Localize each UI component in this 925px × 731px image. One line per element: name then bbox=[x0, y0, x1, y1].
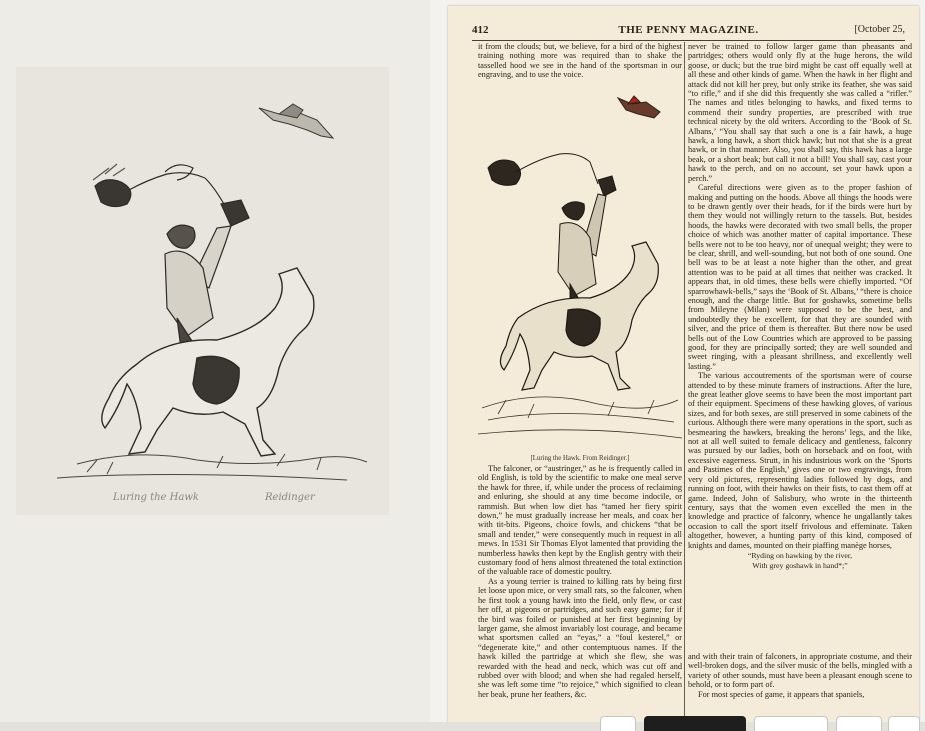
engraving-illustration bbox=[17, 68, 388, 514]
column-left-bottom bbox=[478, 464, 682, 699]
magazine-title: THE PENNY MAGAZINE. bbox=[618, 24, 759, 36]
right-image-pane bbox=[430, 0, 925, 722]
left-image-pane bbox=[0, 0, 430, 722]
figure-caption: [Luring the Hawk. From Reidinger.] bbox=[530, 455, 630, 462]
viewer-tab-active[interactable] bbox=[644, 716, 746, 731]
paragraph: As a young terrier is trained to killing rats by being first let loose upon mice, or very small rats, so the falconer, when he first took a young hawk into the field, only flew, or cast her off, at pigeons or partridges, and such easy game; for if the bird was foiled or punished at her first beginning by larger game, she almost invariably lost courage, and became what sportsmen called an “eyas,” a “foul kesterel,” or “degenerate kite,” and other contemptuous names. If the hawk killed the partridge at which she flew, she was rewarded with the head and neck, which was cut off and rubbed over with blood; and when she had regaled herself, she was left some time “to rejoice,” which signified to clean her beak, prune her feathers, &c. bbox=[478, 576, 682, 699]
column-right-bottom bbox=[688, 652, 912, 699]
left-caption-title: Luring the Hawk bbox=[113, 492, 199, 503]
paragraph: Careful directions were given as to the proper fashion of making and putting on the hoods. Above all things the hoods were to be drawn gently over their heads, for if the birds were hurt by them they would not willingly return to the tassels. But, besides hoods, the hawks were decorated with two small bells, the proper choice of which was another matter of capital importance. These bells were not to be too heavy, nor of unequal weight; they were to be clear, shrill, and well-sounding, but not both of one sound. One bell was to be at least a note higher than the other, and great attention was to be paid at all times that neither was cracked. It appears that, in old times, these bells were chiefly imported. “Of sparrowhawk-bells,” says the ‘Book of St. Albans,’ “there is choice enough, and the charge little. But for goshawks, sometime bells from Mileyne (Milan) were supposed to be the best, and undoubtedly they be excellent, for that they are sounded with silver, and the price of them is thereafter. But there now be used bells out of the Low Countries which are approved to be passing good, for they are principally sorted; they are well sounded and sweet ringing, with a pleasant shrillness, and excellently well lasting.” bbox=[688, 183, 912, 371]
engraving-print bbox=[17, 68, 388, 514]
paragraph: For most species of game, it appears that spaniels, bbox=[698, 689, 865, 699]
viewer-tab[interactable] bbox=[836, 716, 882, 731]
column-right bbox=[688, 42, 912, 572]
magazine-page bbox=[448, 6, 919, 722]
issue-date: [October 25, bbox=[854, 24, 905, 35]
page-engraving bbox=[478, 88, 682, 450]
paragraph: The various accoutrements of the sportsman were of course attended to by these minute framers of instructions. After the lure, the great leather glove seems to have been the most important part of their equipment. Specimens of these hawking gloves, of various sizes, and for both sexes, are still preserved in some cabinets of the curious. Although there were many operations in the sport, such as besmearing the hawkers, breaking the herons’ legs, and the like, not at all well suited to female delicacy and gentleness, falconry was pursued by our ladies, both on horseback and on foot, with excessive eagerness. Strutt, in his industrious work on the ‘Sports and Pastimes of the English,’ gives one or two engravings, from very old pictures, representing ladies followed by dogs, and running on foot, with their hawks on their fists, to cast them off at game. Indeed, John of Salisbury, who wrote in the thirteenth century, says that the women even excelled the men in the knowledge and practice of falconry, whence he ungallantly takes occasion to call the sport itself frivolous and effeminate. Taken altogether, however, a hunting party of this kind, composed of knights and dames, mounted on their piaffing manège horses, bbox=[688, 371, 912, 550]
paragraph: it from the clouds; but, we believe, for a bird of the highest training nothing more was required than to shake the tasselled hood we see in the hand of the sportsman in our engraving, and to use the voice. bbox=[478, 42, 682, 80]
header-rule bbox=[472, 40, 905, 41]
viewer-tab[interactable] bbox=[600, 716, 636, 731]
verse-line: “Ryding on hawking by the river, bbox=[747, 550, 853, 560]
viewer-tab[interactable] bbox=[888, 716, 920, 731]
column-left-top bbox=[478, 42, 682, 80]
viewer-tab[interactable] bbox=[754, 716, 828, 731]
column-divider bbox=[684, 42, 685, 722]
paragraph: never be trained to follow larger game than pheasants and partridges; others would only fly at the huge herons, the wild goose, or duck; but the true bird might be cast off equally well at all these and other kinds of game. When the hawk in her flight and attack did not kill her prey, but only strike its feather, she was said “to rifle,” and if she did this frequently she was called a “rifler.” The names and titles belonging to hawks, and fixed terms to commend their sundry properties, are prescribed with true technical nicety by the old writers. According to the ‘Book of St. Albans,’ “You shall say that such a one is a fair hawk, a huge hawk, a long hawk, a short thick hawk; but not that she is a great hawk, or in that manner. Also, you shall say, this hawk has a large beak, or a short beak; but call it not a bill! You shall say, cast your hawk to the perch, and on no account, set your hawk upon a perch.” bbox=[688, 42, 912, 183]
paragraph: and with their train of falconers, in appropriate costume, and their well-broken dogs, and the silver music of the bells, mingled with a variety of other sounds, must have been a pleasant enough scene to behold, or to form part of. bbox=[688, 652, 912, 690]
left-caption-artist: Reidinger bbox=[265, 492, 315, 503]
verse-line: With grey goshawk in hand*;” bbox=[752, 561, 848, 571]
paragraph: The falconer, or “austringer,” as he is frequently called in old English, is told by the scientific to make one meal serve the hawk for three, if, while under the process of reclaiming and enluring, she should at any time become indocile, or rammish. But when low diet has “tamed her fiery spirit down,” he must gradually increase her meals, and coax her with tit-bits. Pigeons, choice fowls, and chickens “that be small and tender,” were consequently much in request in all mews. In 1531 Sir Thomas Elyot lamented that providing the numberless hawks then kept by the English gentry with their customary food of hens almost threatened the total extinction of the valuable race of domestic poultry. bbox=[478, 464, 682, 577]
page-header bbox=[472, 24, 905, 38]
page-number: 412 bbox=[472, 24, 489, 36]
